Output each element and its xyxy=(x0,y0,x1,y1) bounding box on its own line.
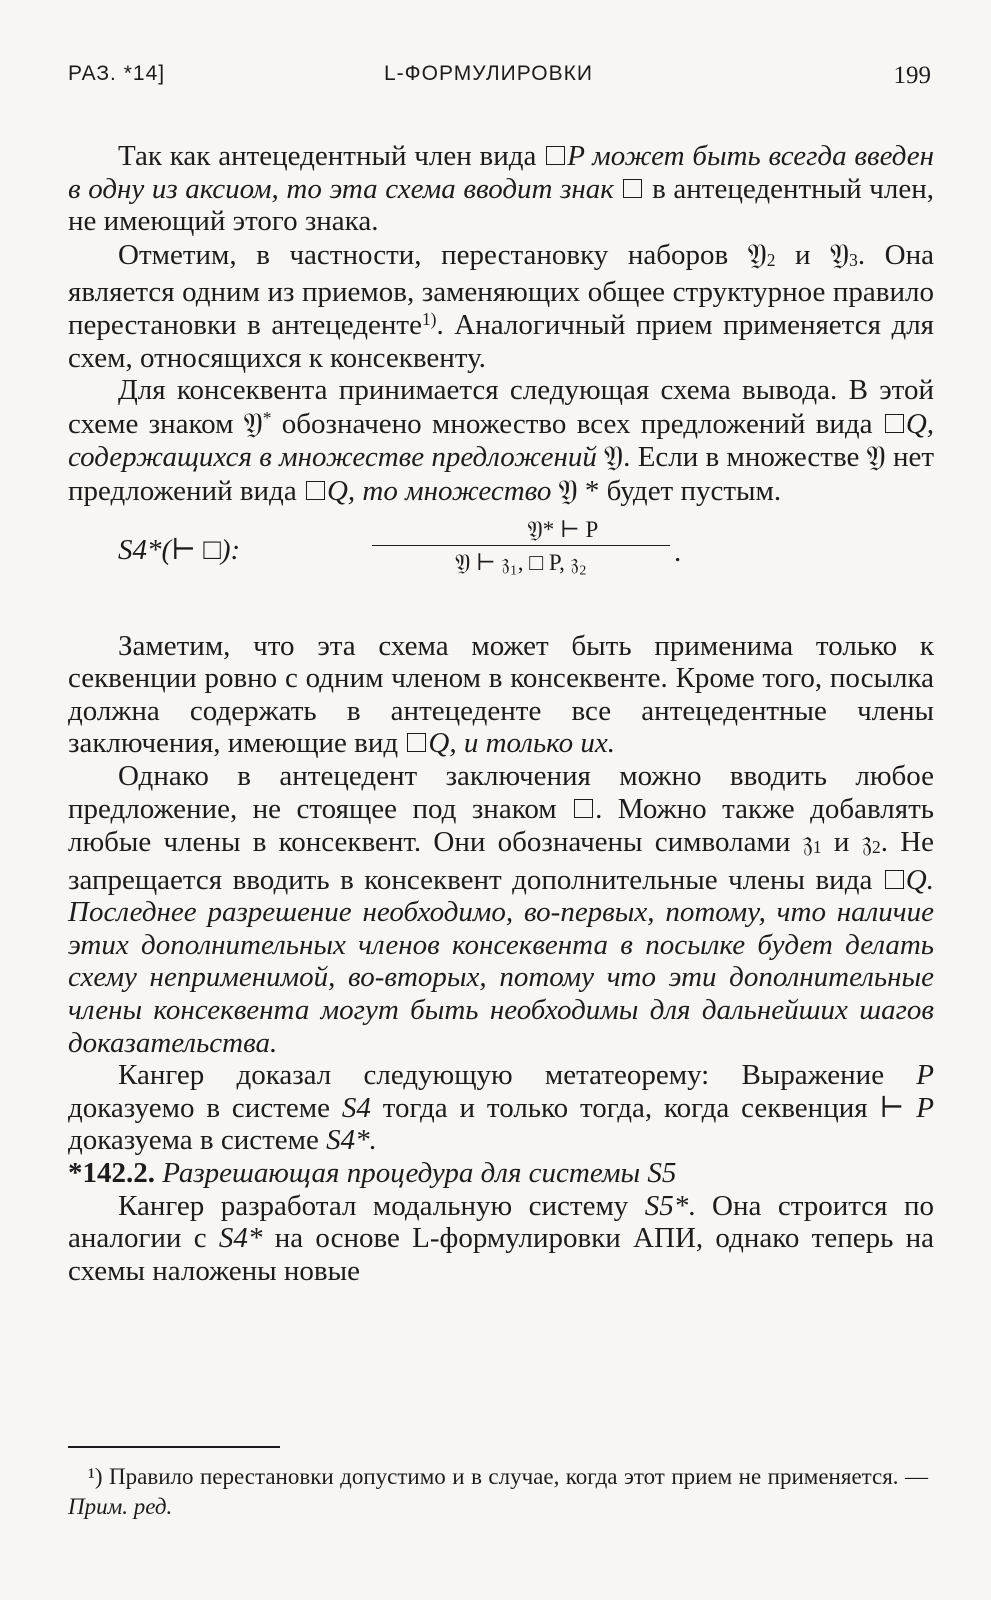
box-symbol xyxy=(885,870,904,889)
running-title: L-ФОРМУЛИРОВКИ xyxy=(384,62,593,85)
box-symbol xyxy=(574,799,593,818)
footnote-divider xyxy=(68,1446,280,1448)
subsection-heading xyxy=(68,1157,934,1190)
paragraph: Так как антецедентный член вида P может быть всегда введен в одну из аксиом, то эта схема вводит знак в антецедентный член, не имеющий этого знака. xyxy=(68,140,935,238)
rule-label: S4*(⊢ □): xyxy=(118,533,241,566)
paragraph: Заметим, что эта схема может быть применима только к секвенции ровно с одним членом в консеквенте. Кроме того, посылка должна содержать в антецеденте все антецедентные члены заключения, имеющие вид Q, и только их. xyxy=(68,629,934,760)
box-symbol xyxy=(407,733,426,752)
box-symbol xyxy=(306,481,325,500)
inference-rule: S4*(⊢ □): 𝔜* ⊢ P 𝔜 ⊢ 𝔷₁, □ P, 𝔷₂ . xyxy=(68,508,934,630)
main-text xyxy=(68,140,934,1287)
paragraph: Кангер разработал модальную систему S5*. Она строится по аналогии с S4* на основе L-формулировки АПИ, однако теперь на схемы наложены новые xyxy=(68,1189,934,1287)
rule-conclusion: 𝔜 ⊢ 𝔷₁, □ P, 𝔷₂ xyxy=(455,549,587,575)
paragraph: Однако в антецедент заключения можно вводить любое предложение, не стоящее под знаком . Можно также добавлять любые члены в консеквент. Они обозначены символами 𝔷$_1$ и 𝔷$_2$. Не запрещается вводить в консеквент дополнительные члены вида Q. Последнее разрешение необходимо, во-первых, потому, что наличие этих дополнительных членов консеквента в посылке будет делать схему неприменимой, во-вторых, потому что эти дополнительные члены консеквента могут быть необходимы для дальнейших шагов доказательства. xyxy=(68,759,935,1059)
box-symbol xyxy=(623,179,642,198)
subsection-title: Разрешающая процедура для системы S5 xyxy=(162,1157,677,1190)
section-reference: РАЗ. *14] xyxy=(68,62,166,85)
box-symbol xyxy=(885,414,904,433)
page-number: 199 xyxy=(893,62,931,89)
editor-note: Прим. ред. xyxy=(68,1494,173,1519)
footnote-mark: ¹) xyxy=(88,1464,103,1489)
rule-premise: 𝔜* ⊢ P xyxy=(527,516,599,542)
footnote-text: Правило перестановки допустимо и в случае, когда этот прием не применяется. — xyxy=(109,1464,929,1489)
box-symbol xyxy=(546,146,565,165)
subsection-number: *142.2. xyxy=(68,1157,155,1190)
footnote-marker: 1) xyxy=(421,308,437,329)
paragraph: Отметим, в частности, перестановку наборов 𝔜$_2$ и 𝔜$_3$. Она является одним из приемов, заменяющих общее структурное правило перестановки в антецеденте$^{1)}$. Аналогичный прием применяется для схем, относящихся к консеквенту. xyxy=(68,236,935,374)
paragraph: Для консеквента принимается следующая схема вывода. В этой схеме знаком 𝔜* обозначено множество всех предложений вида Q, содержащихся в множестве предложений 𝔜. Если в множестве 𝔜 нет предложений вида Q, то множество 𝔜 * будет пустым. xyxy=(68,374,935,507)
footnote xyxy=(68,1462,928,1522)
running-head xyxy=(68,62,931,96)
paragraph: Кангер доказал следующую метатеорему: Выражение P доказуемо в системе S4 тогда и только тогда, когда секвенция ⊢ P доказуема в системе S4*. xyxy=(68,1059,935,1157)
